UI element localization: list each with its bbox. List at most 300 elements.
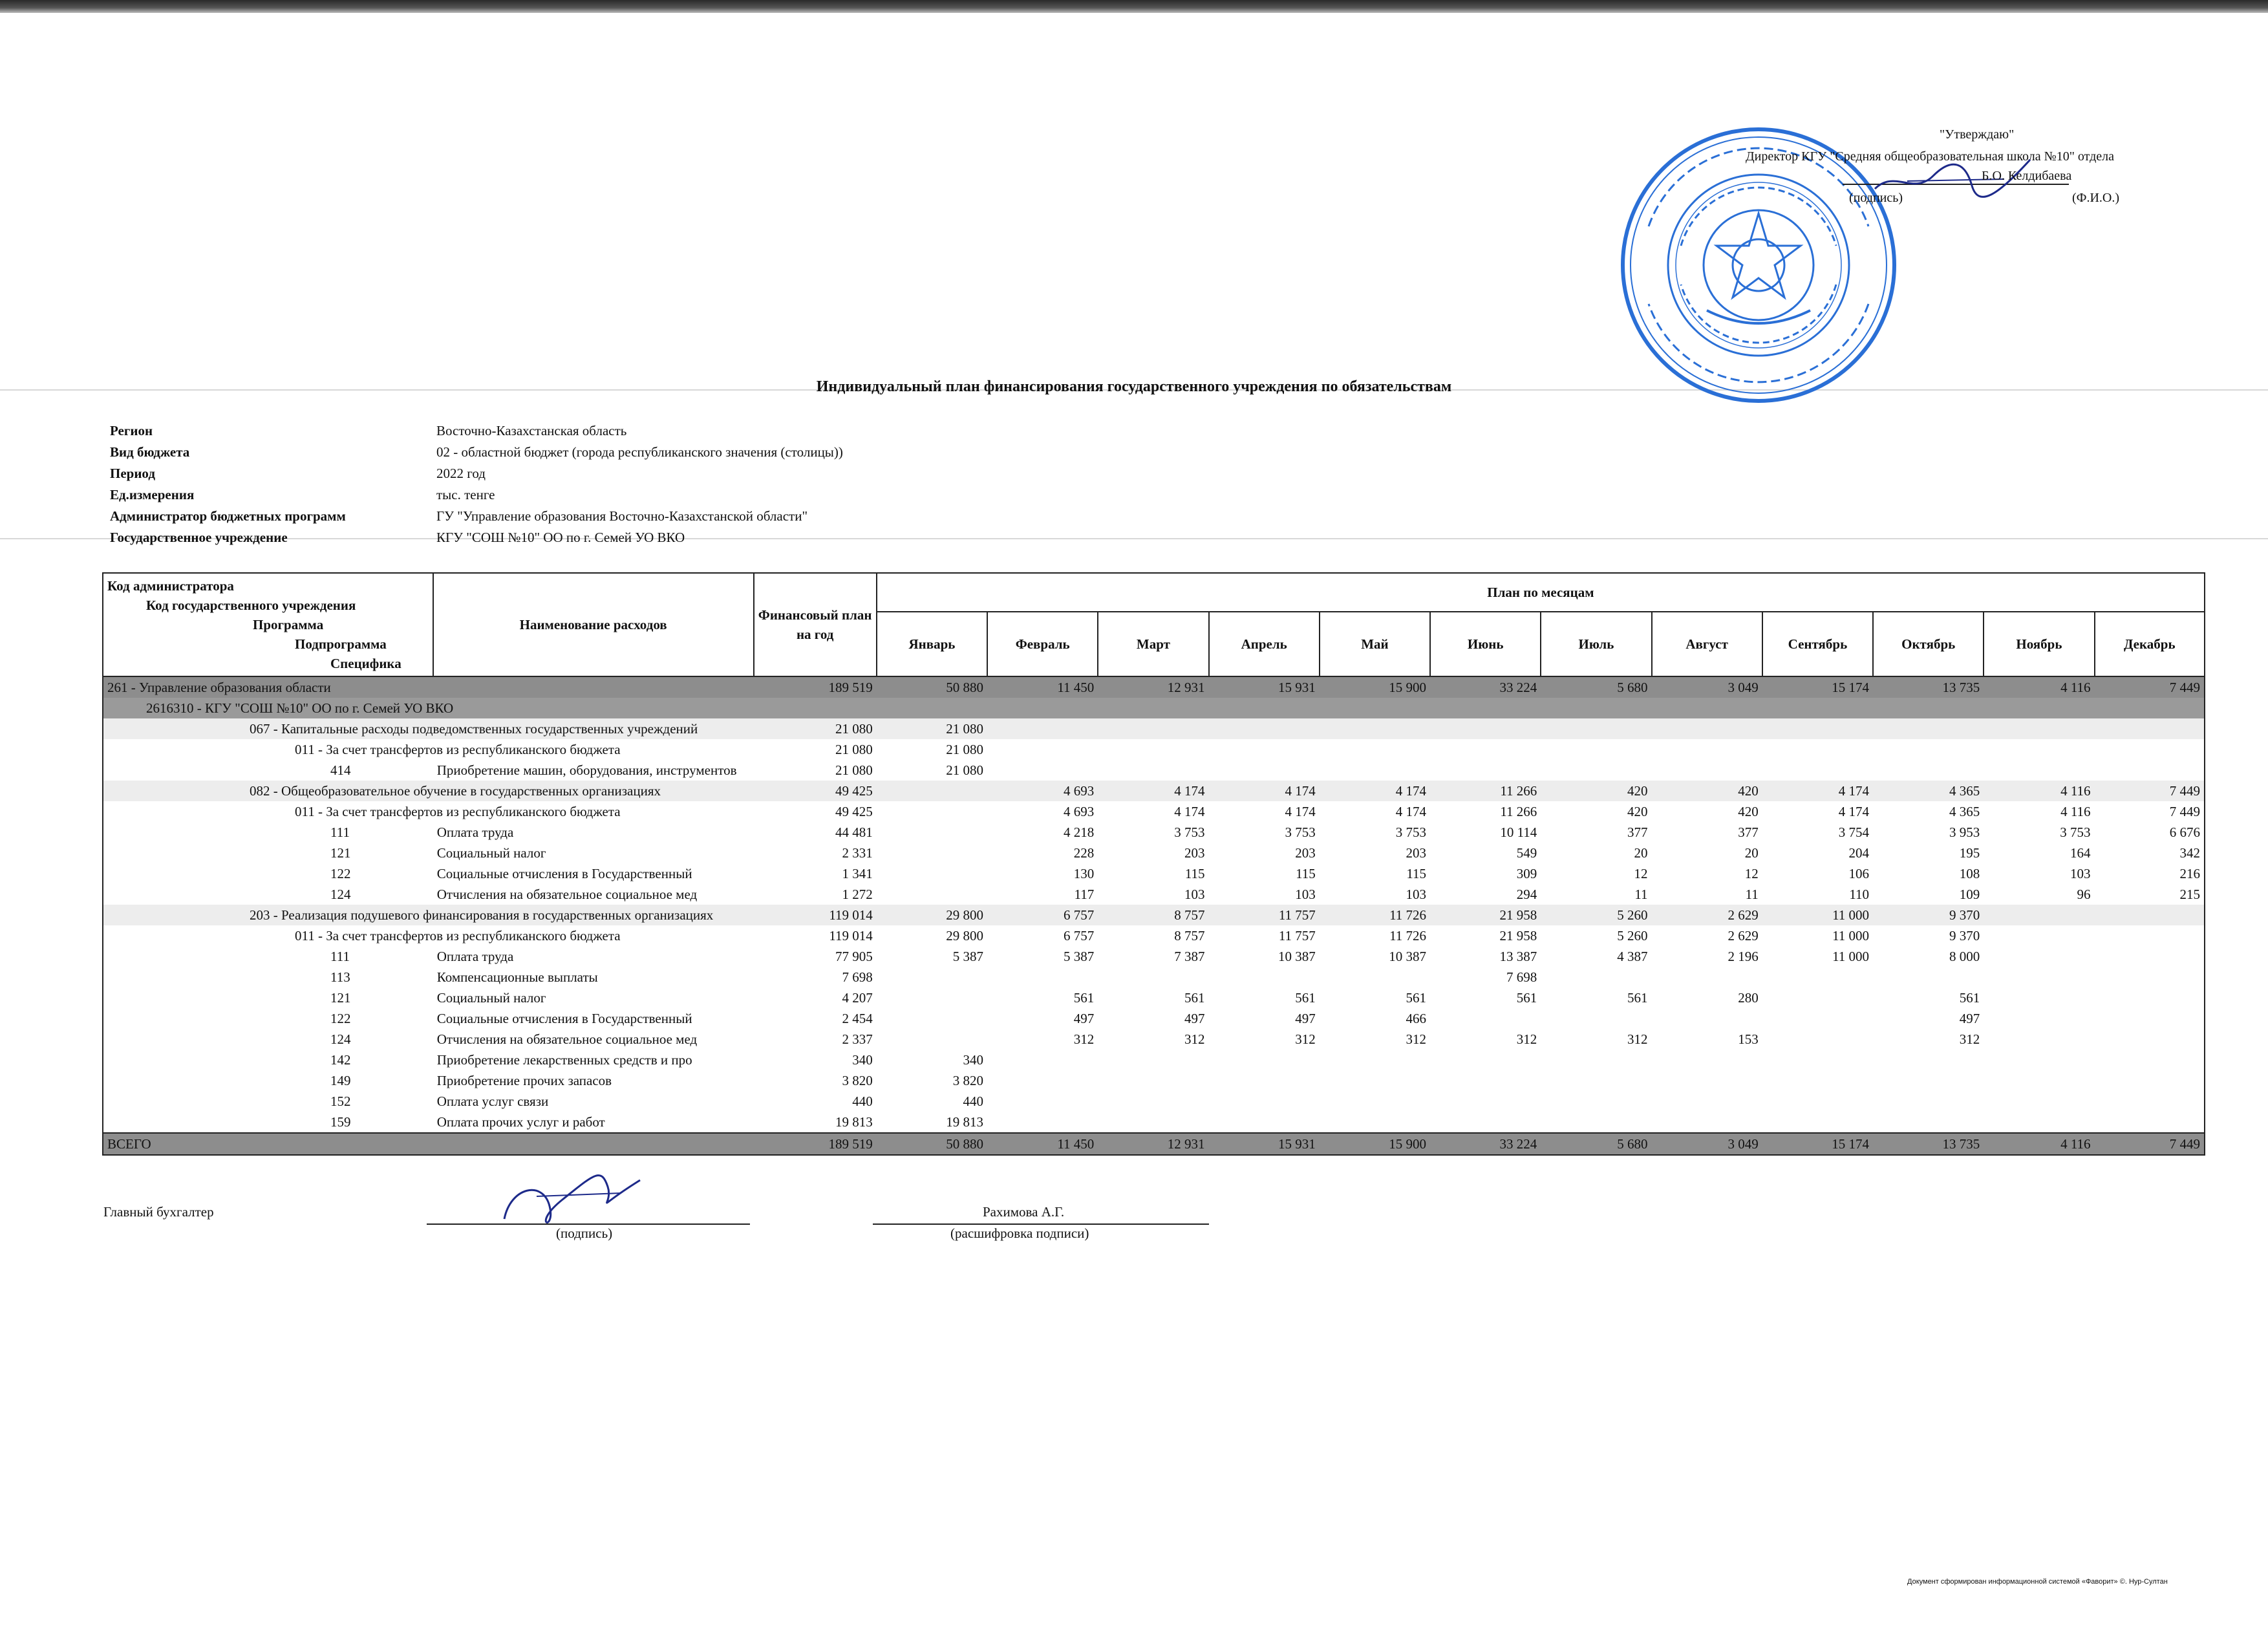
row-code: 414	[103, 760, 433, 781]
row-month-value: 3 049	[1652, 676, 1762, 698]
row-month-value	[1209, 760, 1320, 781]
fio-caption: (Ф.И.О.)	[2072, 191, 2120, 205]
row-month-value: 103	[1295, 886, 1316, 902]
row-month-value	[1320, 739, 1430, 760]
row-month-value: 115	[1406, 865, 1427, 881]
row-month-value: 103	[1406, 886, 1427, 902]
table-row	[103, 822, 2205, 843]
row-month-value: 420	[1627, 803, 1648, 819]
row-month-value	[1098, 967, 1208, 987]
row-annual: 44 481	[835, 824, 873, 840]
meta-value: ГУ "Управление образования Восточно-Казахстанской области"	[436, 508, 808, 524]
row-month-value	[2095, 905, 2205, 925]
row-month-value	[1984, 1070, 2094, 1091]
row-month-value: 21 958	[1499, 927, 1537, 943]
row-month-value: 11 757	[1209, 905, 1320, 925]
row-month-value	[1541, 760, 1651, 781]
row-month-value	[877, 967, 987, 987]
row-month-value	[1209, 967, 1320, 987]
row-month-value: 13 735	[1873, 1133, 1984, 1155]
row-month-value	[1652, 760, 1762, 781]
row-month-value	[1430, 1050, 1541, 1070]
row-month-value: 50 880	[877, 676, 987, 698]
row-month-value	[1762, 1112, 1873, 1133]
accountant-signature	[491, 1161, 659, 1232]
row-annual: 189 519	[754, 1133, 877, 1155]
table-row	[103, 967, 2205, 987]
row-month-value	[1762, 718, 1873, 739]
row-month-value	[1984, 760, 2094, 781]
row-month-value	[1098, 1070, 1208, 1091]
row-month-value: 11 000	[1762, 905, 1873, 925]
row-month-value: 312	[1184, 1031, 1205, 1047]
row-annual: 77 905	[835, 948, 873, 964]
row-code: 011 - За счет трансфертов из республиканского бюджета	[103, 801, 754, 822]
row-month-value: 13 387	[1499, 948, 1537, 964]
approve-label: "Утверждаю"	[1940, 127, 2015, 142]
row-name: Социальный налог	[436, 989, 546, 1006]
row-month-value: 497	[1959, 1010, 1980, 1026]
row-month-value	[2095, 698, 2205, 718]
row-month-value	[1762, 1050, 1873, 1070]
row-month-value	[1098, 760, 1208, 781]
row-month-value	[987, 1050, 1098, 1070]
row-month-value	[1541, 1008, 1651, 1029]
row-month-value	[1209, 698, 1320, 718]
row-month-value: 4 174	[1209, 781, 1320, 801]
row-month-value: 549	[1516, 845, 1537, 861]
row-month-value	[877, 987, 987, 1008]
row-name: Приобретение лекарственных средств и про	[436, 1051, 692, 1068]
month-header: Январь	[877, 612, 987, 676]
row-annual: 3 820	[842, 1072, 873, 1088]
row-month-value: 561	[1295, 989, 1316, 1006]
row-month-value	[1984, 905, 2094, 925]
row-month-value	[1098, 739, 1208, 760]
row-month-value: 4 693	[1064, 803, 1095, 819]
row-month-value: 203	[1184, 845, 1205, 861]
row-month-value	[1984, 1050, 2094, 1070]
row-month-value: 204	[1848, 845, 1870, 861]
row-month-value: 377	[1738, 824, 1759, 840]
row-code: 149	[103, 1070, 433, 1091]
row-month-value: 7 387	[1174, 948, 1205, 964]
row-month-value: 11 757	[1278, 927, 1316, 943]
row-annual: 119 014	[829, 927, 873, 943]
row-month-value: 4 387	[1617, 948, 1648, 964]
row-month-value	[877, 801, 987, 822]
row-month-value: 2 629	[1652, 905, 1762, 925]
row-month-value: 2 196	[1728, 948, 1759, 964]
scan-top-edge	[0, 0, 2268, 13]
row-month-value: 3 753	[1174, 824, 1205, 840]
row-month-value	[1541, 967, 1651, 987]
row-annual: 2 337	[842, 1031, 873, 1047]
row-month-value	[1209, 718, 1320, 739]
row-month-value: 103	[2070, 865, 2091, 881]
row-month-value: 6 757	[987, 905, 1098, 925]
code-header-program: Программа	[253, 617, 324, 632]
row-month-value: 130	[1073, 865, 1095, 881]
row-month-value: 21 080	[946, 762, 984, 778]
row-month-value: 11 726	[1320, 905, 1430, 925]
row-name: Социальные отчисления в Государственный	[436, 1010, 692, 1026]
row-month-value	[2095, 1070, 2205, 1091]
row-code: 011 - За счет трансфертов из республиканского бюджета	[103, 739, 754, 760]
row-name: Оплата труда	[436, 824, 514, 840]
row-month-value	[877, 781, 987, 801]
row-month-value	[1098, 718, 1208, 739]
row-name: Социальный налог	[436, 845, 546, 861]
row-month-value: 8 757	[1174, 927, 1205, 943]
table-row	[103, 1029, 2205, 1050]
row-month-value: 33 224	[1430, 676, 1541, 698]
meta-value: 2022 год	[436, 466, 486, 481]
row-month-value: 561	[1184, 989, 1205, 1006]
row-annual: 189 519	[754, 676, 877, 698]
row-month-value	[1984, 1029, 2094, 1050]
row-month-value: 20	[1744, 845, 1759, 861]
row-month-value	[1430, 760, 1541, 781]
row-month-value	[1873, 1091, 1984, 1112]
row-month-value	[1320, 1091, 1430, 1112]
code-header	[103, 573, 433, 676]
row-month-value: 8 000	[1949, 948, 1980, 964]
row-name: Отчисления на обязательное социальное мед	[436, 886, 698, 902]
row-month-value	[987, 718, 1098, 739]
row-month-value: 4 174	[1395, 803, 1427, 819]
row-name: Отчисления на обязательное социальное мед	[436, 1031, 698, 1047]
row-code: 124	[103, 884, 433, 905]
row-month-value	[1984, 739, 2094, 760]
row-code: 113	[103, 967, 433, 987]
row-month-value	[1541, 1070, 1651, 1091]
row-month-value	[1541, 739, 1651, 760]
month-header: Сентябрь	[1762, 612, 1873, 676]
row-name: Приобретение прочих запасов	[436, 1072, 612, 1088]
row-month-value: 3 820	[952, 1072, 984, 1088]
row-month-value: 440	[963, 1093, 984, 1109]
meta-key: Ед.измерения	[110, 487, 195, 502]
annual-header: Финансовый план на год	[754, 573, 877, 676]
row-annual: 21 080	[835, 762, 873, 778]
row-month-value: 10 114	[1500, 824, 1537, 840]
meta-key: Вид бюджета	[110, 444, 190, 460]
row-code: 152	[103, 1091, 433, 1112]
code-header-specific: Специфика	[330, 656, 401, 671]
row-annual: 2 331	[842, 845, 873, 861]
row-month-value	[1430, 718, 1541, 739]
row-month-value	[1098, 1050, 1208, 1070]
meta-row	[110, 420, 843, 442]
row-month-value	[987, 698, 1098, 718]
meta-value: Восточно-Казахстанская область	[436, 423, 627, 438]
row-month-value: 21 080	[877, 718, 987, 739]
row-month-value	[1762, 1070, 1873, 1091]
row-month-value	[1762, 1008, 1873, 1029]
row-month-value: 15 174	[1762, 676, 1873, 698]
meta-row	[110, 484, 843, 506]
row-month-value: 7 698	[1506, 969, 1537, 985]
row-month-value	[2095, 1008, 2205, 1029]
row-month-value	[987, 760, 1098, 781]
row-month-value: 312	[1959, 1031, 1980, 1047]
row-month-value: 15 931	[1209, 1133, 1320, 1155]
row-month-value	[1209, 1050, 1320, 1070]
row-month-value: 312	[1516, 1031, 1537, 1047]
meta-key: Период	[110, 466, 155, 481]
row-month-value: 12	[1744, 865, 1759, 881]
month-header: Апрель	[1209, 612, 1320, 676]
row-month-value: 10 387	[1389, 948, 1427, 964]
row-month-value: 294	[1516, 886, 1537, 902]
row-month-value: 109	[1959, 886, 1980, 902]
row-month-value: 4 116	[2060, 803, 2091, 819]
month-header: Июнь	[1430, 612, 1541, 676]
row-month-value: 108	[1959, 865, 1980, 881]
document-meta	[110, 420, 843, 548]
row-month-value: 3 753	[1285, 824, 1316, 840]
row-annual: 440	[852, 1093, 873, 1109]
row-month-value	[1984, 967, 2094, 987]
row-month-value: 7 449	[2095, 1133, 2205, 1155]
row-month-value: 11	[1745, 886, 1759, 902]
row-month-value	[877, 698, 987, 718]
row-month-value	[1320, 698, 1430, 718]
row-month-value: 9 370	[1949, 927, 1980, 943]
row-annual: 1 341	[842, 865, 873, 881]
row-month-value	[1430, 1008, 1541, 1029]
row-month-value: 29 800	[877, 905, 987, 925]
row-month-value	[1430, 1070, 1541, 1091]
row-month-value	[1320, 718, 1430, 739]
row-month-value: 117	[1074, 886, 1095, 902]
row-code: 082 - Общеобразовательное обучение в государственных организациях	[103, 781, 754, 801]
row-annual: 21 080	[835, 741, 873, 757]
row-month-value: 216	[2095, 863, 2205, 884]
row-month-value: 4 218	[1064, 824, 1095, 840]
row-month-value	[1984, 987, 2094, 1008]
director-name: Б.О. Келдибаева	[1982, 169, 2072, 183]
row-month-value: 153	[1738, 1031, 1759, 1047]
row-month-value: 312	[1073, 1031, 1095, 1047]
row-month-value: 21 958	[1430, 905, 1541, 925]
table-row	[103, 884, 2205, 905]
document-title: Индивидуальный план финансирования государственного учреждения по обязательствам	[816, 378, 1452, 395]
row-month-value: 420	[1738, 803, 1759, 819]
row-month-value	[1762, 739, 1873, 760]
row-month-value: 11	[1634, 886, 1648, 902]
meta-value: 02 - областной бюджет (города республиканского значения (столицы))	[436, 444, 843, 460]
meta-value: тыс. тенге	[436, 487, 495, 502]
row-month-value: 312	[1295, 1031, 1316, 1047]
row-month-value: 11 000	[1832, 927, 1870, 943]
row-month-value: 21 080	[946, 741, 984, 757]
code-header-admin: Код администратора	[107, 578, 234, 594]
row-month-value: 309	[1516, 865, 1537, 881]
table-row	[103, 905, 2205, 925]
row-month-value: 6 757	[1064, 927, 1095, 943]
meta-row	[110, 506, 843, 527]
row-month-value	[1762, 987, 1873, 1008]
row-code: 121	[103, 987, 433, 1008]
row-month-value: 12 931	[1098, 1133, 1208, 1155]
row-month-value	[1984, 1008, 2094, 1029]
row-month-value: 203	[1406, 845, 1427, 861]
row-month-value	[1984, 925, 2094, 946]
row-month-value: 11 726	[1389, 927, 1427, 943]
row-month-value	[1762, 1029, 1873, 1050]
row-month-value	[1873, 718, 1984, 739]
row-month-value: 377	[1627, 824, 1648, 840]
row-month-value	[1541, 1091, 1651, 1112]
meta-key: Государственное учреждение	[110, 530, 288, 545]
row-month-value: 50 880	[877, 1133, 987, 1155]
row-month-value	[877, 863, 987, 884]
row-code: 203 - Реализация подушевого финансирования в государственных организациях	[103, 905, 754, 925]
row-month-value: 20	[1634, 845, 1648, 861]
row-month-value	[1430, 1112, 1541, 1133]
row-month-value: 15 900	[1320, 676, 1430, 698]
table-row	[103, 698, 2205, 718]
row-month-value: 561	[1406, 989, 1427, 1006]
row-annual: 1 272	[842, 886, 873, 902]
row-month-value: 4 174	[1098, 781, 1208, 801]
row-month-value: 3 753	[2060, 824, 2091, 840]
row-month-value: 110	[1849, 886, 1870, 902]
row-month-value	[1873, 1070, 1984, 1091]
row-code: 111	[103, 822, 433, 843]
meta-row	[110, 527, 843, 548]
row-code: 122	[103, 863, 433, 884]
row-month-value	[1541, 718, 1651, 739]
row-month-value: 103	[1184, 886, 1205, 902]
row-month-value: 4 693	[987, 781, 1098, 801]
total-row	[103, 1133, 2205, 1155]
row-month-value: 420	[1541, 781, 1651, 801]
row-month-value	[2095, 1029, 2205, 1050]
meta-key: Администратор бюджетных программ	[110, 508, 346, 524]
row-month-value: 9 370	[1873, 905, 1984, 925]
table-row	[103, 718, 2205, 739]
row-month-value	[1430, 739, 1541, 760]
row-month-value: 11 450	[987, 676, 1098, 698]
row-month-value: 312	[1627, 1031, 1648, 1047]
row-month-value: 164	[2070, 845, 2091, 861]
row-annual: 21 080	[754, 718, 877, 739]
row-month-value	[1873, 967, 1984, 987]
row-month-value	[1762, 1091, 1873, 1112]
meta-row	[110, 442, 843, 463]
row-name: Компенсационные выплаты	[436, 969, 598, 985]
row-month-value	[1873, 1112, 1984, 1133]
row-code: 067 - Капитальные расходы подведомственных государственных учреждений	[103, 718, 754, 739]
row-month-value: 3 953	[1949, 824, 1980, 840]
row-month-value: 11 000	[1832, 948, 1870, 964]
row-month-value	[1984, 718, 2094, 739]
row-month-value: 215	[2095, 884, 2205, 905]
row-month-value: 33 224	[1430, 1133, 1541, 1155]
row-month-value: 4 116	[1984, 676, 2094, 698]
row-annual: 119 014	[754, 905, 877, 925]
row-month-value	[2095, 946, 2205, 967]
row-month-value: 106	[1848, 865, 1870, 881]
row-month-value	[1098, 1091, 1208, 1112]
row-month-value	[1873, 739, 1984, 760]
row-annual: 4 207	[842, 989, 873, 1006]
row-code: 124	[103, 1029, 433, 1050]
month-header: Май	[1320, 612, 1430, 676]
row-month-value	[1652, 1070, 1762, 1091]
accountant-name: Рахимова А.Г.	[983, 1204, 1065, 1220]
table-row	[103, 946, 2205, 967]
row-month-value: 5 260	[1617, 927, 1648, 943]
row-month-value: 29 800	[946, 927, 984, 943]
row-name: Социальные отчисления в Государственный	[436, 865, 692, 881]
row-month-value	[1098, 698, 1208, 718]
row-month-value: 11 266	[1430, 781, 1541, 801]
row-month-value	[2095, 739, 2205, 760]
meta-value: КГУ "СОШ №10" ОО по г. Семей УО ВКО	[436, 530, 685, 545]
row-month-value: 3 754	[1838, 824, 1870, 840]
row-month-value	[1541, 698, 1651, 718]
code-header-institution: Код государственного учреждения	[146, 598, 356, 613]
row-month-value: 15 931	[1209, 676, 1320, 698]
row-month-value	[877, 1029, 987, 1050]
row-code: 011 - За счет трансфертов из республиканского бюджета	[103, 925, 754, 946]
row-month-value: 11 266	[1500, 803, 1537, 819]
row-month-value: 561	[1516, 989, 1537, 1006]
table-row	[103, 760, 2205, 781]
row-month-value	[1652, 1008, 1762, 1029]
row-month-value: 3 753	[1395, 824, 1427, 840]
row-month-value: 340	[963, 1051, 984, 1068]
row-month-value	[1652, 698, 1762, 718]
row-month-value	[1652, 967, 1762, 987]
row-month-value: 195	[1959, 845, 1980, 861]
row-month-value: 12	[1634, 865, 1648, 881]
row-month-value	[1762, 967, 1873, 987]
row-month-value	[877, 822, 987, 843]
financing-plan-table	[102, 572, 2205, 1156]
row-month-value	[1209, 1112, 1320, 1133]
row-month-value	[1762, 698, 1873, 718]
row-month-value: 420	[1652, 781, 1762, 801]
row-month-value	[1320, 1070, 1430, 1091]
row-month-value: 115	[1184, 865, 1205, 881]
row-month-value	[1430, 698, 1541, 718]
row-month-value: 15 174	[1762, 1133, 1873, 1155]
footer-note: Документ сформирован информационной системой «Фаворит» ©. Нур-Султан	[1907, 1578, 2168, 1586]
row-month-value: 497	[1184, 1010, 1205, 1026]
total-label: ВСЕГО	[103, 1133, 433, 1155]
row-month-value	[1873, 1050, 1984, 1070]
row-month-value	[1209, 1091, 1320, 1112]
row-month-value	[1984, 946, 2094, 967]
row-month-value: 5 387	[1064, 948, 1095, 964]
row-name: Оплата услуг связи	[436, 1093, 549, 1109]
row-month-value	[1541, 1112, 1651, 1133]
row-code: 159	[103, 1112, 433, 1133]
row-month-value	[1652, 739, 1762, 760]
row-month-value: 10 387	[1278, 948, 1316, 964]
row-month-value	[1652, 1091, 1762, 1112]
code-header-subprogram: Подпрограмма	[295, 636, 387, 652]
row-month-value	[1984, 1091, 2094, 1112]
row-month-value: 5 680	[1541, 1133, 1651, 1155]
table-row	[103, 987, 2205, 1008]
row-month-value	[2095, 925, 2205, 946]
